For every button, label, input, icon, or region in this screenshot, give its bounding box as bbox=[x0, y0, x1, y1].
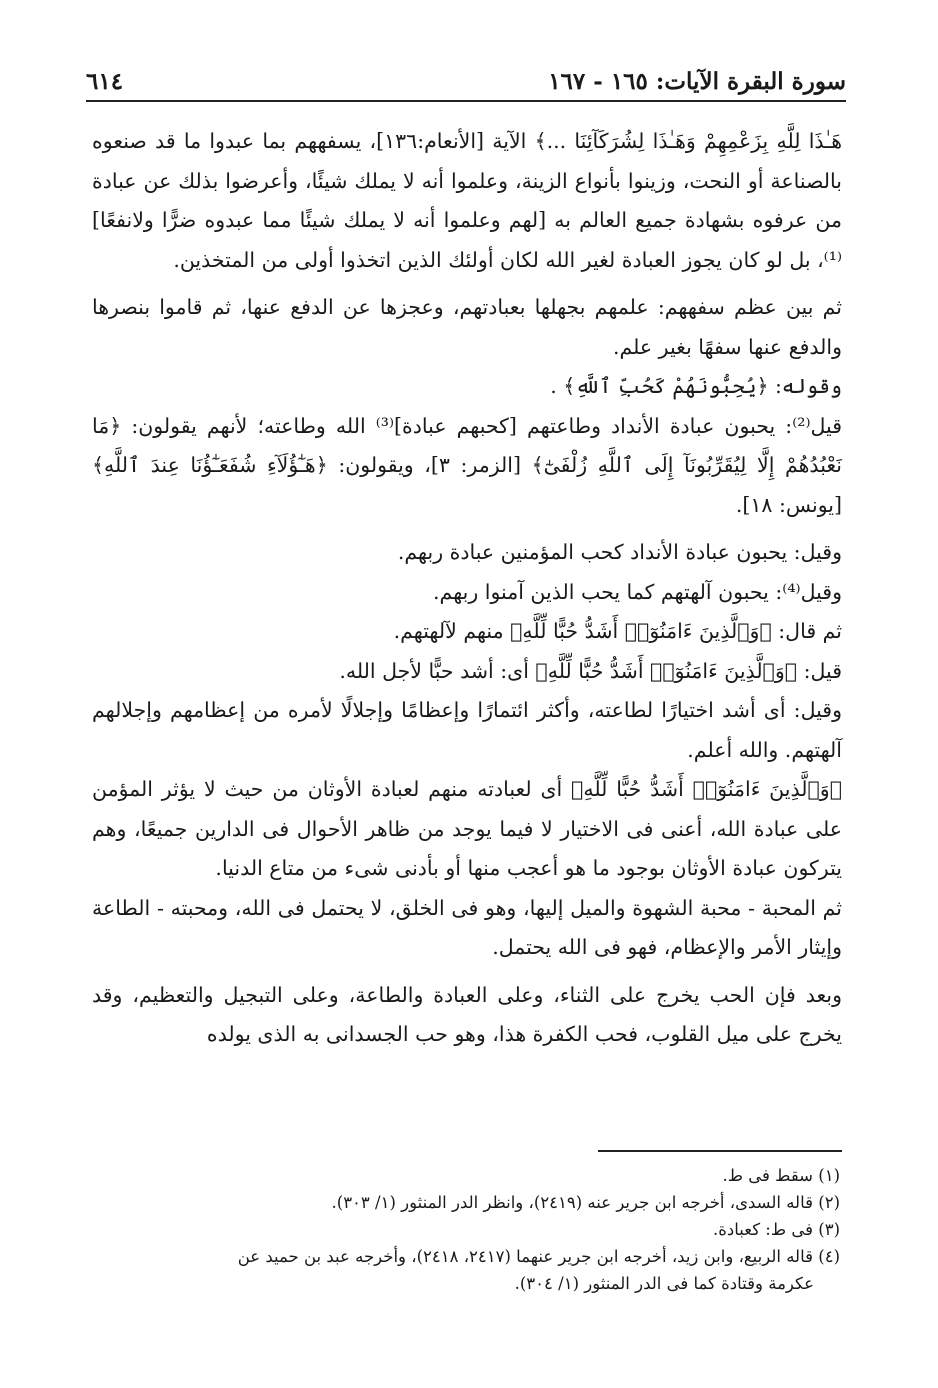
footnote: (١) سقط فى ط. bbox=[722, 1166, 840, 1185]
paragraph: ثم بين عظم سفههم: علمهم بجهلها بعبادتهم، وعجزها عن الدفع عنها، ثم قاموا بنصرها والدفع عنها سفهًا بغير علم. bbox=[92, 295, 842, 359]
page-number: ٦١٤ bbox=[86, 67, 124, 95]
paragraph: وبعد فإن الحب يخرج على الثناء، وعلى العبادة والطاعة، وعلى التبجيل والتعظيم، وقد يخرج على ميل القلوب، فحب الكفرة هذا، وهو حب الجسدانى به الذى يولده bbox=[92, 982, 842, 1046]
footnote-divider bbox=[598, 1150, 842, 1152]
main-text bbox=[92, 122, 842, 1055]
paragraph: وقيل: يحبون عبادة الأنداد كحب المؤمنين عبادة ربهم. bbox=[397, 540, 842, 564]
paragraph: قيل: ﴿وَٱلَّذِينَ ءَامَنُوٓا۟ أَشَدُّ حُبًّا لِّلَّهِ﴾ أى: أشد حبًّا لأجل الله. bbox=[339, 658, 842, 683]
paragraph: ﴿وَٱلَّذِينَ ءَامَنُوٓا۟ أَشَدُّ حُبًّا لِّلَّهِ﴾ أى لعبادته منهم لعبادة الأوثان من حيث لا يؤثر المؤمن على عبادة الله، أعنى فى الاختيار لا فيما يوجد من ظاهر الأحوال فى الدارين جميعًا، وهم يتركون عبادة الأوثان بوجود ما هو أعجب منها أو بأدنى شىء من متاع الدنيا. bbox=[92, 777, 842, 880]
footnote: (٤) قاله الربيع، وابن زيد، أخرجه ابن جرير عنهما (٢٤١٧، ٢٤١٨)، وأخرجه عبد بن حميد عن bbox=[237, 1247, 840, 1266]
paragraph: وقوله: ﴿يُحِبُّونَهُمْ كَحُبِّ ٱللَّهِ﴾ . bbox=[550, 374, 842, 398]
running-header bbox=[86, 62, 846, 102]
paragraph: وقيل⁽⁴⁾: يحبون آلهتهم كما يحب الذين آمنوا ربهم. bbox=[433, 579, 842, 604]
footnote-continuation: عكرمة وقتادة كما فى الدر المنثور (١/ ٣٠٤). bbox=[514, 1274, 814, 1293]
footnotes bbox=[92, 1162, 840, 1297]
paragraph: هَـٰذَا لِلَّهِ بِزَعْمِهِمْ وَهَـٰذَا لِشُرَكَآئِنَا ...﴾ الآية [الأنعام:١٣٦]، يسفههم بما عبدوا ما قد صنعوه بالصناعة أو النحت، وزينوا بأنواع الزينة، وعلموا أنه لا يملك شيئًا، وأعرضوا بذلك عن عبادة من عرفوه بشهادة جميع العالم به [لهم وعلموا أنه لا يملك شيئًا مما عبدوه ضرًّا ولانفعًا]⁽¹⁾، بل لو كان يجوز العبادة لغير الله لكان أولئك الذين اتخذوا أولى من المتخذين. bbox=[92, 129, 843, 272]
paragraph: وقيل: أى أشد اختيارًا لطاعته، وأكثر ائتمارًا وإعظامًا وإجلالًا لأمره من إعظامهم وإجلالهم آلهتهم. والله أعلم. bbox=[92, 698, 842, 762]
footnote: (٢) قاله السدى، أخرجه ابن جرير عنه (٢٤١٩)، وانظر الدر المنثور (١/ ٣٠٣). bbox=[331, 1193, 840, 1212]
footnote: (٣) فى ط: كعبادة. bbox=[712, 1220, 840, 1239]
paragraph: قيل⁽²⁾: يحبون عبادة الأنداد وطاعتهم [كحبهم عبادة]⁽³⁾ الله وطاعته؛ لأنهم يقولون: ﴿مَا نَعْبُدُهُمْ إِلَّا لِيُقَرِّبُونَآ إِلَى ٱللَّهِ زُلْفَىٰٓ﴾ [الزمر: ٣]، ويقولون: ﴿هَـٰٓؤُلَآءِ شُفَعَـٰٓؤُنَا عِندَ ٱللَّهِ﴾ [يونس: ١٨]. bbox=[92, 413, 842, 517]
paragraph: ثم قال: ﴿وَٱلَّذِينَ ءَامَنُوٓا۟ أَشَدُّ حُبًّا لِّلَّهِ﴾ منهم لآلهتهم. bbox=[393, 619, 842, 643]
running-title: سورة البقرة الآيات: ١٦٥ - ١٦٧ bbox=[548, 67, 846, 95]
paragraph: ثم المحبة - محبة الشهوة والميل إليها، وهو فى الخلق، لا يحتمل فى الله، ومحبته - الطاعة وإيثار الأمر والإعظام، فهو فى الله يحتمل. bbox=[92, 895, 842, 959]
